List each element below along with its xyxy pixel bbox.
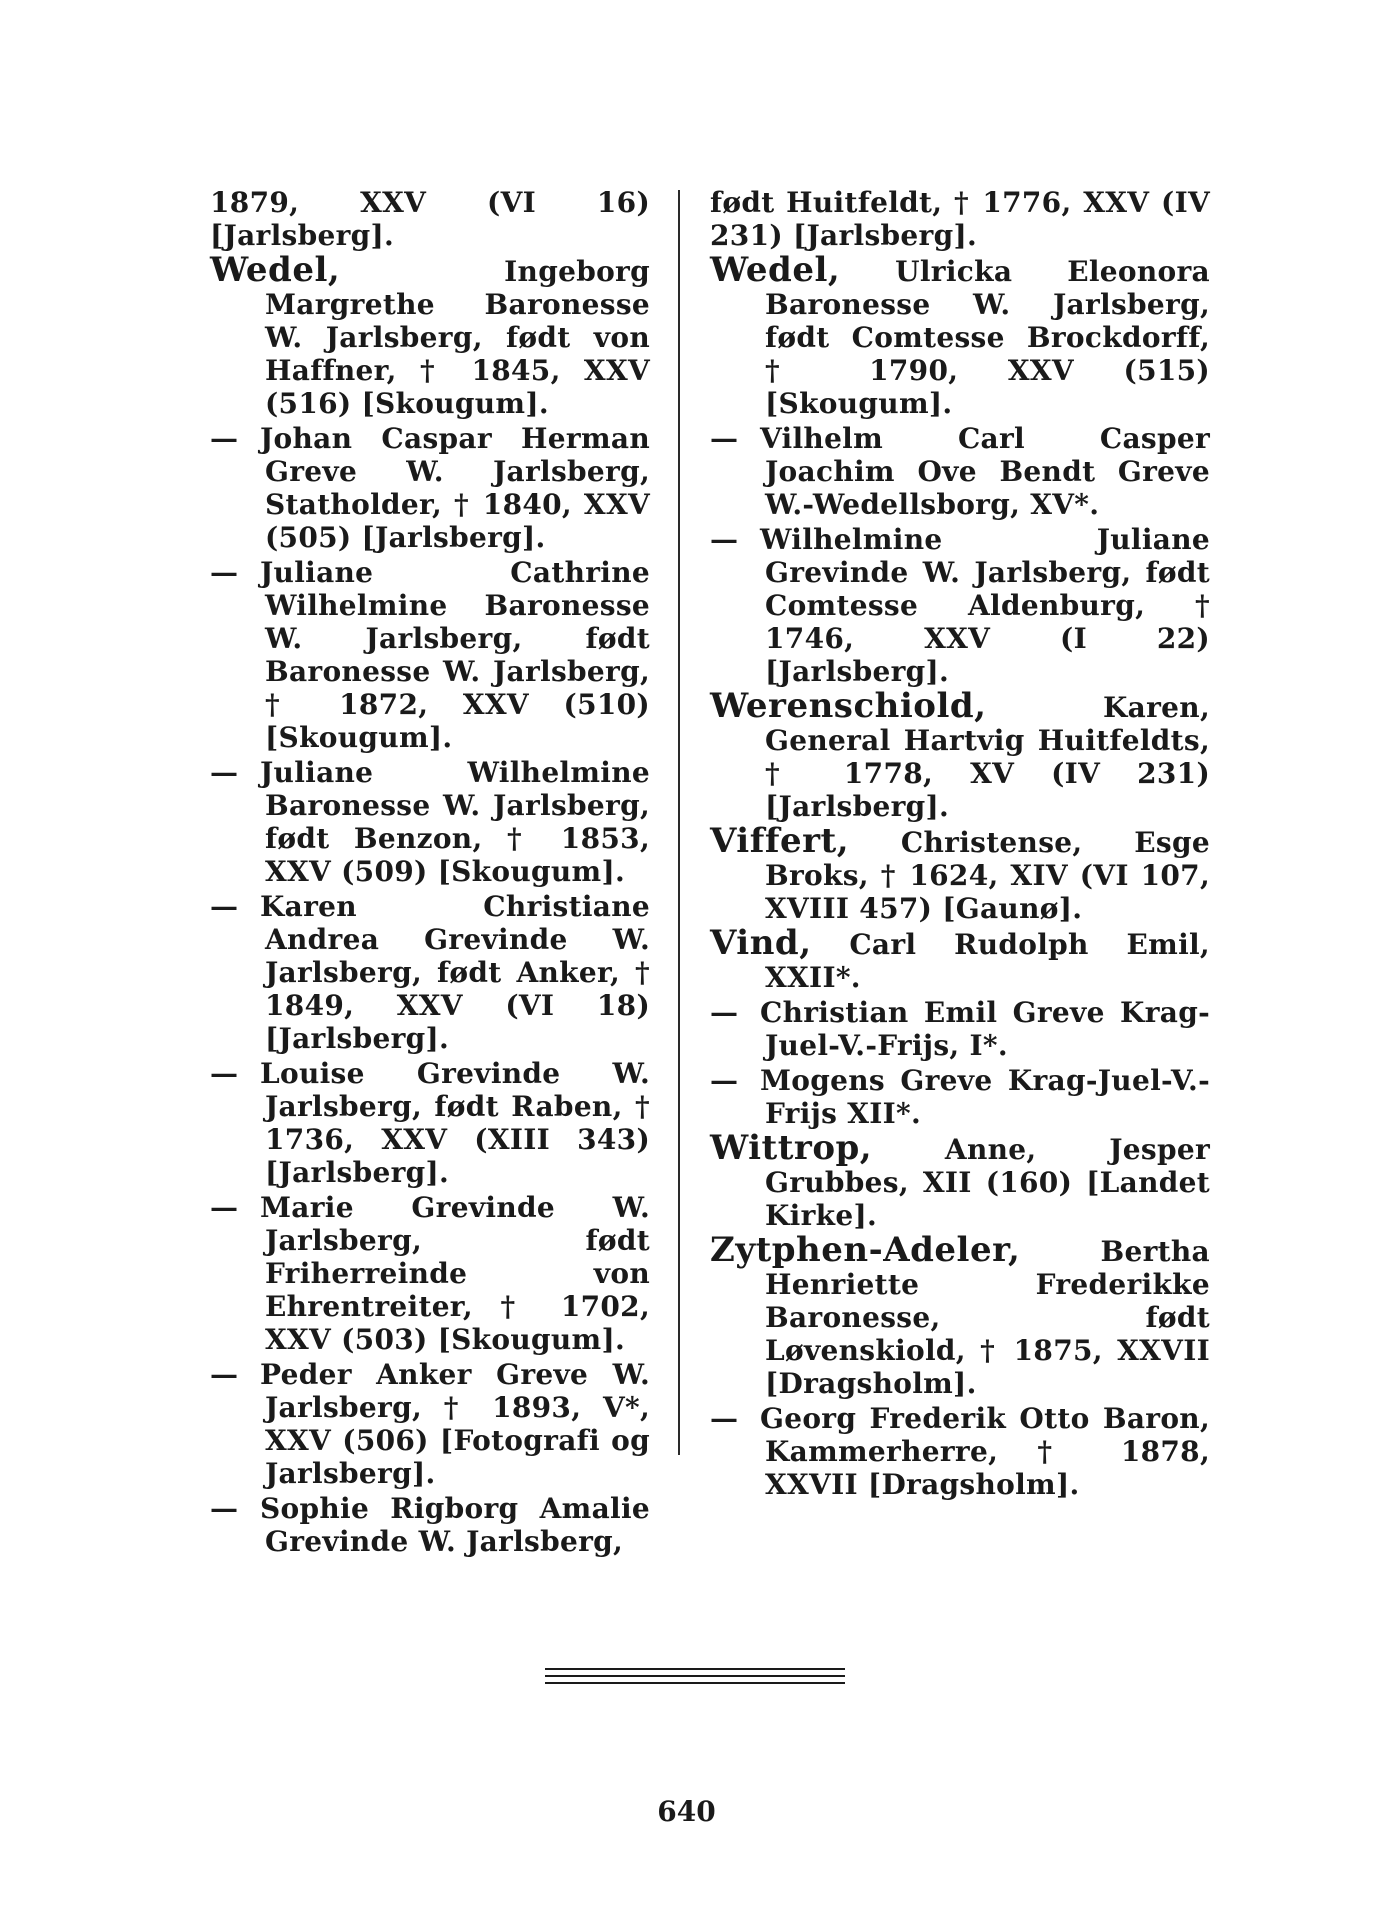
- index-subentry: [655, 1064, 1210, 1130]
- index-subentry: [655, 422, 1210, 521]
- index-entry: [710, 686, 1210, 823]
- index-subentry: [155, 890, 650, 1055]
- entry-text: Georg Frederik Otto Baron, Kammerherre, † 1878, XXVII [Dragsholm].: [760, 1402, 1210, 1501]
- index-entry: [710, 250, 1210, 420]
- rule-middle: [545, 1675, 845, 1677]
- entry-text: Wilhelmine Juliane Grevinde W. Jarlsberg, født Comtesse Aldenburg, † 1746, XXV (I 22) [Jarlsberg].: [760, 523, 1210, 688]
- entry-surname: Werenschiold,: [710, 686, 987, 726]
- entry-text: 1879, XXV (VI 16) [Jarlsberg].: [210, 186, 650, 252]
- entry-dash: —: [210, 890, 239, 923]
- entry-surname: Wedel,: [210, 250, 341, 290]
- entry-dash: —: [210, 1358, 239, 1391]
- entry-text: Sophie Rigborg Amalie Grevinde W. Jarlsberg,: [260, 1492, 650, 1558]
- index-subentry: [155, 556, 650, 754]
- entry-surname: Vind,: [710, 923, 812, 963]
- entry-dash: —: [710, 1064, 739, 1097]
- index-subentry: [155, 422, 650, 554]
- entry-dash: —: [210, 756, 239, 789]
- entry-surname: Wittrop,: [710, 1128, 873, 1168]
- left-column: [210, 186, 650, 1560]
- entry-dash: —: [210, 556, 239, 589]
- entry-text: Vilhelm Carl Casper Joachim Ove Bendt Greve W.-Wedellsborg, XV*.: [760, 422, 1210, 521]
- index-subentry: [155, 1191, 650, 1356]
- entry-text: Juliane Cathrine Wilhelmine Baronesse W. Jarlsberg, født Baronesse W. Jarlsberg, † 1872, XXV (510) [Skougum].: [260, 556, 650, 754]
- index-entry: [710, 1128, 1210, 1232]
- index-subentry: [155, 1057, 650, 1189]
- entry-surname: Viffert,: [710, 821, 850, 861]
- entry-text: Louise Grevinde W. Jarlsberg, født Raben, † 1736, XXV (XIII 343) [Jarlsberg].: [260, 1057, 650, 1189]
- entry-text: Juliane Wilhelmine Baronesse W. Jarlsberg, født Benzon, † 1853, XXV (509) [Skougum].: [260, 756, 650, 888]
- entry-text: Karen, General Hartvig Huitfeldts, † 1778, XV (IV 231) [Jarlsberg].: [765, 691, 1210, 823]
- index-entry: [710, 1230, 1210, 1400]
- entry-text: Ulricka Eleonora Baronesse W. Jarlsberg, født Comtesse Brockdorff, † 1790, XXV (515) [Skougum].: [765, 255, 1210, 420]
- continued-entry: [710, 186, 1210, 252]
- entry-dash: —: [210, 422, 239, 455]
- entry-text: Johan Caspar Herman Greve W. Jarlsberg, Statholder, † 1840, XXV (505) [Jarlsberg].: [260, 422, 650, 554]
- entry-text: Marie Grevinde W. Jarlsberg, født Friherreinde von Ehrentreiter, † 1702, XXV (503) [Skougum].: [260, 1191, 650, 1356]
- entry-text: Bertha Henriette Frederikke Baronesse, født Løvenskiold, † 1875, XXVII [Dragsholm].: [765, 1235, 1210, 1400]
- entry-text: Anne, Jesper Grubbes, XII (160) [Landet Kirke].: [765, 1133, 1210, 1232]
- entry-dash: —: [710, 996, 739, 1029]
- entry-surname: Zytphen-Adeler,: [710, 1230, 1021, 1270]
- entry-dash: —: [710, 422, 739, 455]
- index-subentry: [655, 996, 1210, 1062]
- entry-surname: Wedel,: [710, 250, 841, 290]
- entry-text: Mogens Greve Krag-Juel-V.-Frijs XII*.: [760, 1064, 1210, 1130]
- index-subentry: [655, 1402, 1210, 1501]
- entry-text: Karen Christiane Andrea Grevinde W. Jarlsberg, født Anker, † 1849, XXV (VI 18) [Jarlsberg].: [260, 890, 650, 1055]
- entry-text: Peder Anker Greve W. Jarlsberg, † 1893, V*, XXV (506) [Fotografi og Jarlsberg].: [260, 1358, 650, 1490]
- entry-dash: —: [710, 1402, 739, 1435]
- index-subentry: [155, 1492, 650, 1558]
- index-entry: [210, 250, 650, 420]
- entry-dash: —: [210, 1492, 239, 1525]
- entry-text: Ingeborg Margrethe Baronesse W. Jarlsberg, født von Haffner, † 1845, XXV (516) [Skougum].: [265, 255, 650, 420]
- column-divider: [678, 190, 680, 1455]
- entry-text: Christense, Esge Broks, † 1624, XIV (VI 107, XVIII 457) [Gaunø].: [765, 826, 1210, 925]
- continued-entry: [210, 186, 650, 252]
- index-entry: [710, 821, 1210, 925]
- entry-text: født Huitfeldt, † 1776, XXV (IV 231) [Jarlsberg].: [710, 186, 1210, 252]
- entry-dash: —: [210, 1191, 239, 1224]
- entry-dash: —: [210, 1057, 239, 1090]
- index-subentry: [155, 756, 650, 888]
- rule-bottom: [545, 1682, 845, 1684]
- entry-text: Carl Rudolph Emil, XXII*.: [765, 928, 1210, 994]
- index-entry: [710, 923, 1210, 994]
- entry-dash: —: [710, 523, 739, 556]
- right-column: [710, 186, 1210, 1503]
- rule-top: [545, 1668, 845, 1670]
- index-subentry: [655, 523, 1210, 688]
- entry-text: Christian Emil Greve Krag-Juel-V.-Frijs, I*.: [760, 996, 1210, 1062]
- page-number: 640: [657, 1795, 716, 1828]
- index-subentry: [155, 1358, 650, 1490]
